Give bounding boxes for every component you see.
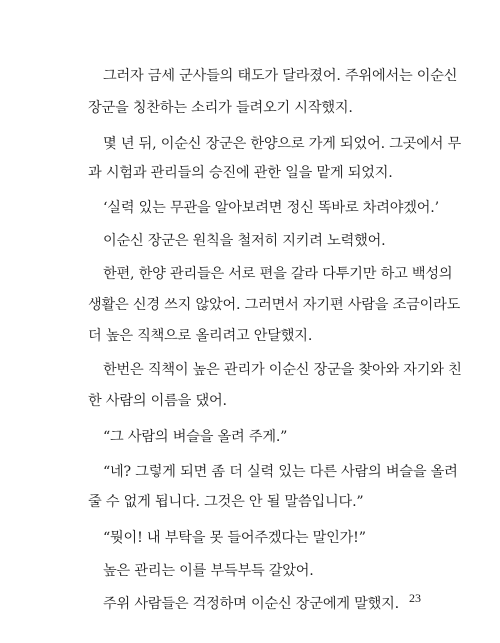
text-line: 몇 년 뒤, 이순신 장군은 한양으로 가게 되었어. 그곳에서 무: [103, 136, 462, 152]
text-line: 한번은 직책이 높은 관리가 이순신 장군을 찾아와 자기와 친: [103, 362, 462, 378]
text-line: “그 사람의 벼슬을 올려 주게.”: [103, 429, 288, 445]
text-line: 생활은 신경 쓰지 않았어. 그러면서 자기편 사람을 조금이라도: [88, 297, 461, 313]
text-line: 줄 수 없게 됩니다. 그것은 안 될 말씀입니다.”: [88, 494, 364, 510]
text-line: 한 사람의 이름을 댔어.: [88, 393, 227, 409]
text-line: 장군을 칭찬하는 소리가 들려오기 시작했지.: [88, 100, 353, 116]
text-line: “뭣이! 내 부탁을 못 들어주겠다는 말인가!”: [103, 530, 366, 546]
text-line: 과 시험과 관리들의 승진에 관한 일을 맡게 되었지.: [88, 165, 393, 181]
text-line: 그러자 금세 군사들의 태도가 달라졌어. 주위에서는 이순신: [103, 68, 458, 84]
text-line: “네? 그렇게 되면 좀 더 실력 있는 다른 사람의 벼슬을 올려: [103, 464, 458, 480]
text-line: 이순신 장군은 원칙을 철저히 지키려 노력했어.: [103, 233, 386, 249]
text-line: ‘실력 있는 무관을 알아보려면 정신 똑바로 차려야겠어.’: [103, 200, 439, 216]
text-line: 주위 사람들은 걱정하며 이순신 장군에게 말했지.: [103, 596, 399, 612]
text-line: 더 높은 직책으로 올리려고 안달했지.: [88, 328, 313, 344]
text-line: 한편, 한양 관리들은 서로 편을 갈라 다투기만 하고 백성의: [103, 266, 453, 282]
page-number: 23: [409, 591, 421, 605]
text-line: 높은 관리는 이를 부득부득 갈았어.: [103, 563, 314, 579]
